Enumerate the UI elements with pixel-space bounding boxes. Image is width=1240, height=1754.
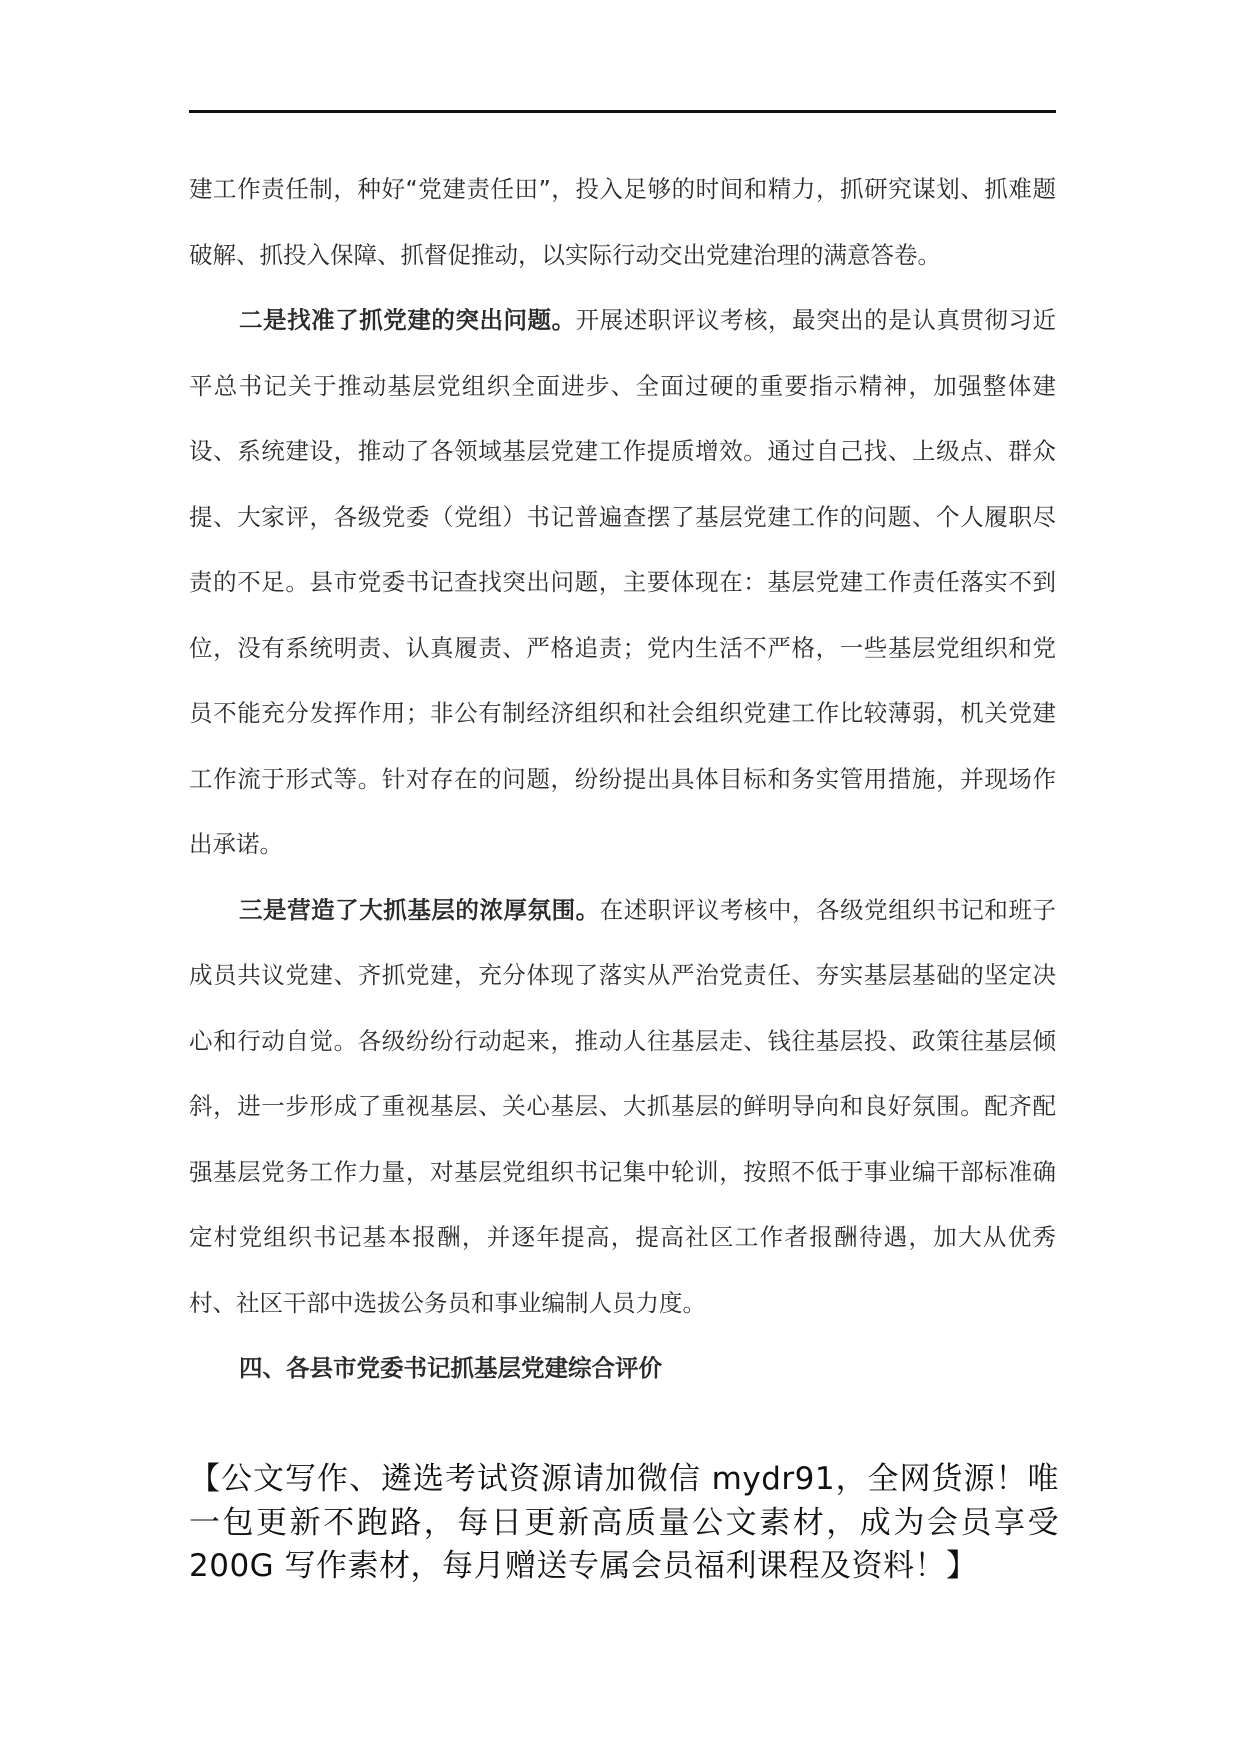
paragraph-point-three — [189, 878, 1056, 1337]
paragraph-point-two — [189, 288, 1056, 878]
promo-notice — [189, 1458, 1059, 1589]
paragraph-text: 开展述职评议考核，最突出的是认真贯彻习近平总书记关于推动基层党组织全面进步、全面过硬的重要指示精神，加强整体建设、系统建设，推动了各领域基层党建工作提质增效。通过自己找、上级点、群众提、大家评，各级党委（党组）书记普遍查摆了基层党建工作的问题、个人履职尽责的不足。县市党委书记查找突出问题，主要体现在：基层党建工作责任落实不到位，没有系统明责、认真履责、严格追责；党内生活不严格，一些基层党组织和党员不能充分发挥作用；非公有制经济组织和社会组织党建工作比较薄弱，机关党建工作流于形式等。针对存在的问题，纷纷提出具体目标和务实管用措施，并现场作出承诺。 — [189, 306, 1057, 858]
paragraph-continuation: 建工作责任制，种好“党建责任田”，投入足够的时间和精力，抓研究谋划、抓难题破解、抓投入保障、抓督促推动，以实际行动交出党建治理的满意答卷。 — [189, 175, 1056, 269]
promo-text: 【公文写作、遴选考试资源请加微信 mydr91，全网货源！唯一包更新不跑路，每日更新高质量公文素材，成为会员享受 200G 写作素材，每月赠送专属会员福利课程及资料！】 — [189, 1461, 1059, 1584]
paragraph-text: 在述职评议考核中，各级党组织书记和班子成员共议党建、齐抓党建，充分体现了落实从严治党责任、夯实基层基础的坚定决心和行动自觉。各级纷纷行动起来，推动人往基层走、钱往基层投、政策往基层倾斜，进一步形成了重视基层、关心基层、大抓基层的鲜明导向和良好氛围。配齐配强基层党务工作力量，对基层党组织书记集中轮训，按照不低于事业编干部标准确定村党组织书记基本报酬，并逐年提高，提高社区工作者报酬待遇，加大从优秀村、社区干部中选拔公务员和事业编制人员力度。 — [189, 895, 1057, 1317]
document-body — [189, 157, 1056, 1402]
paragraph-lead: 三是营造了大抓基层的浓厚氛围。 — [239, 895, 600, 924]
paragraph-lead: 二是找准了抓党建的突出问题。 — [239, 306, 576, 334]
section-heading: 四、各县市党委书记抓基层党建综合评价 — [239, 1354, 662, 1382]
header-rule — [189, 110, 1056, 113]
